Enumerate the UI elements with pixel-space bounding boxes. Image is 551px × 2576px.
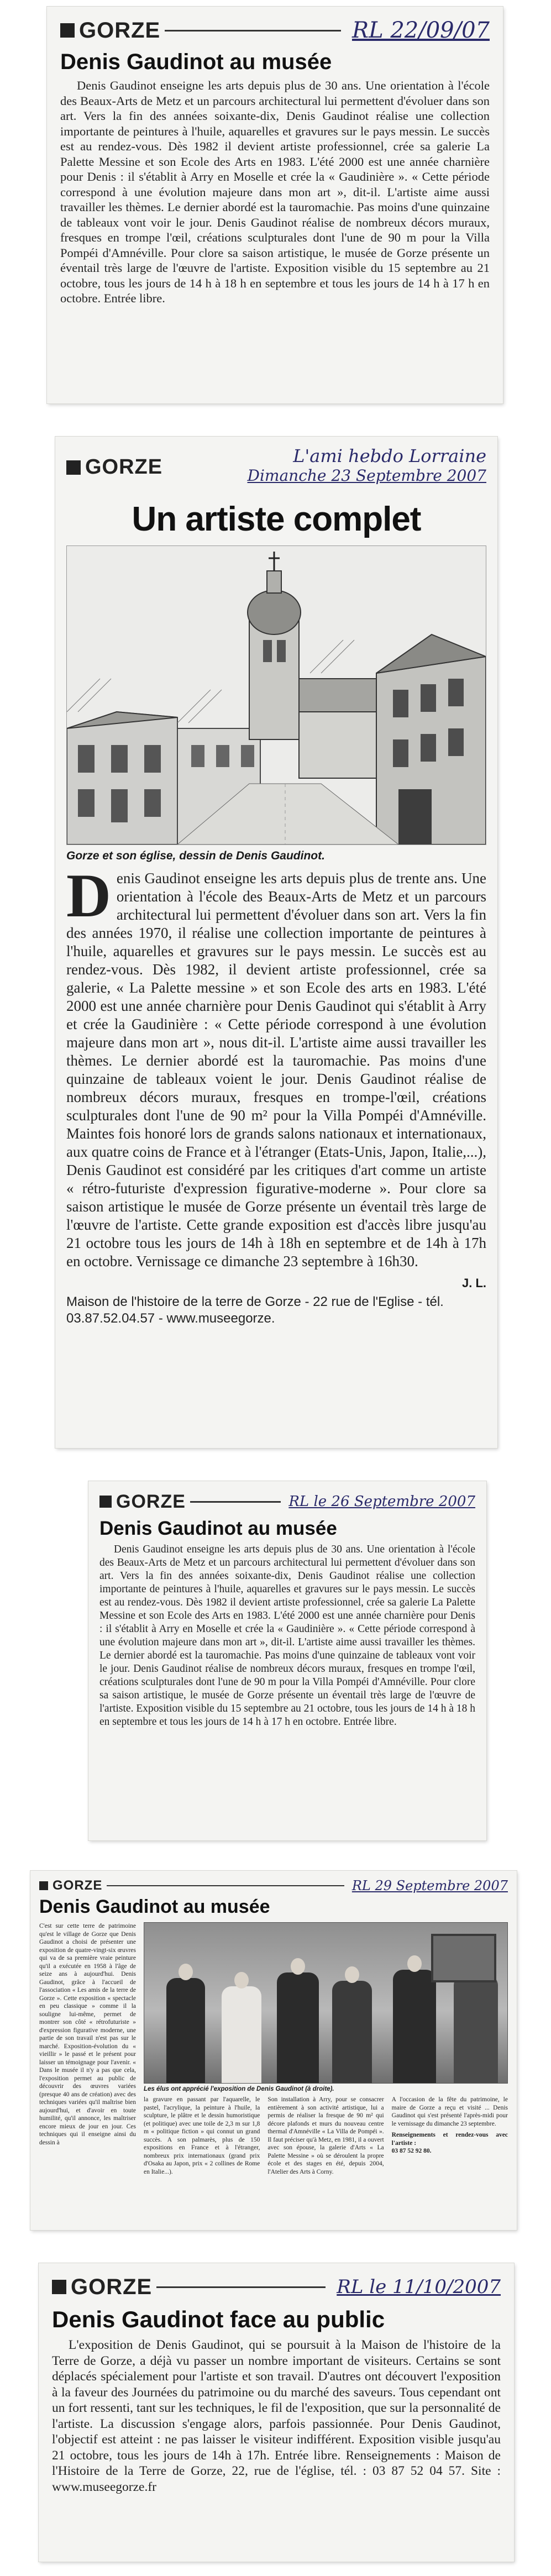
author-signature: J. L.: [461, 1276, 486, 1290]
article-body: [66, 862, 486, 1271]
section-rubric: [39, 1878, 344, 1893]
handwritten-reference: RL le 11/10/2007: [337, 2276, 501, 2298]
article-column-3: Son installation à Arry, pour se consacrer entièrement à son activité artistique, lui a permis de réaliser la fresque de 90 m² qui décore plafonds et murs du nouveau centre thermal d'Amnéville « La Villa de Pompéi ». Il faut préciser qu'à Metz, en 1981, il a ouvert avec son épouse, la galerie d'Arts « La Palette Messine » où se déroulent la propre école et des stages en été, depuis 2004, l'Atelier des Arts à Corny.: [267, 2096, 384, 2175]
church-drawing: [66, 545, 486, 845]
church-drawing-sketch: [67, 546, 486, 844]
clipping-1: [47, 7, 503, 403]
rubric-rule: [165, 30, 341, 32]
person-figure: [332, 1981, 372, 2083]
framed-painting: [431, 1934, 496, 1982]
article-body-text: enis Gaudinot enseigne les arts depuis plus de trente ans. Une orientation à l'école des Beaux-Arts de Metz et un parcours architectural lui permettent d'évoluer dans son art. Vers la fin des années 1970, il réalise une collection importante de peintures à l'huile, aquarelles et gravures sur le pays messin. Le succès est au rendez-vous. Dès 1982, il devient artiste professionnel, crée sa galerie, « La Palette messine » et son Ecole des arts en 1983. L'été 2000 est une année charnière pour Denis Gaudinot qui s'établit à Arry et crée la Gaudinière : « Cette période correspond à une évolution majeure dans mon art », nous dit-il. L'artiste aime aussi travailler les thèmes. Le dernier abordé est la tauromachie. Pas moins d'une quinzaine de tableaux voient le jour. Denis Gaudinot réalise de nombreux décors muraux, fresques en trompe-l'œil, créations sculpturales dont l'une de 90 m² pour la Villa Pompéi d'Amnéville. Maintes fois honoré lors de grands salons nationaux et internationaux, aux quatre coins de France et à l'étranger (Etats-Unis, Japon, Italie,...), Denis Gaudinot est considéré par les critiques d'art comme un artiste « rétro-futuriste d'expression figurative-moderne ». Pour clore sa saison artistique le musée de Gorze présente un éventail très large de l'œuvre de l'artiste. Cette grande exposition est d'accès libre jusqu'au 21 octobre tous les jours de 14h à 18h en septembre et de 14h à 17h en octobre. Vernissage ce dimanche 23 septembre à 16h30.: [66, 870, 486, 1269]
rubric-square-icon: [60, 23, 75, 38]
rubric-square-icon: [39, 1881, 48, 1890]
rubric-label: GORZE: [71, 2274, 153, 2299]
clipping-4: [30, 1871, 517, 2230]
article-column-4: [392, 2096, 508, 2176]
handwritten-reference: RL 29 Septembre 2007: [351, 1878, 508, 1893]
handwritten-date: Dimanche 23 Septembre 2007: [247, 466, 486, 485]
article-title: Denis Gaudinot face au public: [52, 2306, 385, 2332]
article-title: Denis Gaudinot au musée: [99, 1518, 337, 1539]
person-figure: [454, 1975, 498, 2083]
article-title: Denis Gaudinot au musée: [60, 50, 332, 74]
rubric-rule: [190, 1501, 281, 1503]
rubric-square-icon: [52, 2280, 66, 2294]
section-rubric: [66, 455, 162, 479]
section-rubric: [99, 1491, 281, 1513]
info-telephone: 03 87 52 92 80.: [391, 2148, 432, 2154]
drop-cap: D: [66, 862, 111, 930]
person-figure: [277, 1972, 319, 2083]
section-rubric: [60, 18, 341, 43]
rubric-square-icon: [99, 1496, 112, 1508]
clipping-5: [39, 2263, 514, 2562]
drawing-caption: Gorze et son église, dessin de Denis Gaudinot.: [66, 849, 325, 862]
section-rubric: [52, 2275, 326, 2300]
clipping-2: [55, 437, 497, 1448]
person-figure: [222, 1986, 261, 2083]
photo-caption: Les élus ont apprécié l'exposition de Denis Gaudinot (à droite).: [144, 2086, 334, 2092]
article-column-2: la gravure en passant par l'aquarelle, le pastel, l'acrylique, la peinture à l'huile, la sculpture, le plâtre et le dessin humoristique (et politique) avec une toile de 2,3 m sur 1,8 m « politique fiction » qui connut un grand succès. A son palmarès, plus de 150 expositions en France et à l'étranger, nombreux prix internationaux (grand prix d'Osaka au Japon, prix « 2 collines de Rome en Italie...).: [144, 2096, 260, 2175]
article-body: Denis Gaudinot enseigne les arts depuis plus de 30 ans. Une orientation à l'école des Beaux-Arts de Metz et un parcours architectural lui permettent d'évoluer dans son art. Vers la fin des années soixante-dix, Denis Gaudinot réalise une collection importante de peintures à l'huile, aquarelles et gravures sur le pays messin. Le succès est au rendez-vous. Dès 1982 il devient artiste professionnel, crée sa galerie La Palette Messine et son Ecole des Arts en 1983. L'été 2000 est une année charnière pour Denis : il s'établit à Arry en Moselle et crée la « Gaudinière ». « Cette période correspond à une évolution majeure dans mon art », dit-il. L'artiste aime aussi travailler les thèmes. Le dernier abordé est la tauromachie. Pas moins d'une quinzaine de tableaux vont voir le jour. Denis Gaudinot réalise de nombreux décors muraux, fresques en trompe l'œil, créations sculpturales dont l'une de 90 m pour la Villa Pompéi d'Amnéville. Pour clore sa saison artistique, le musée de Gorze présente un éventail très large de l'œuvre de l'artiste. Exposition visible du 15 septembre au 21 octobre, tous les jours de 14 h à 18 h en septembre et tous les jours de 14 h à 17 h en octobre. Entrée libre.: [60, 78, 490, 305]
officials-photo: [144, 1922, 508, 2084]
clipping-5-header: [52, 2271, 501, 2303]
clipping-1-header: [60, 14, 490, 46]
article-body: L'exposition de Denis Gaudinot, qui se poursuit à la Maison de l'histoire de la Terre de Gorze, a déjà vu passer un nombre important de visiteurs. Certains se sont déplacés spécialement pour l'artiste et son travail. D'autres ont découvert l'exposition à la faveur des Journées du patrimoine ou du marché des saveurs. Tous cependant ont un fort ressenti, tant sur les techniques, le fil de l'exposition, que sur la personnalité de l'artiste. La discussion s'engage alors, parfois passionnée. Pour Denis Gaudinot, l'objectif est atteint : ne pas laisser le visiteur indifférent. Exposition visible jusqu'au 21 octobre, tous les jours de 14h à 17h. Entrée libre. Renseignements : Maison de l'Histoire de la Terre de Gorze, 22, rue de l'église, tél. : 03 87 52 04 57. Site : www.museegorze.fr: [52, 2338, 501, 2494]
article-column-1: C'est sur cette terre de patrimoine qu'est le village de Gorze que Denis Gaudinot a choisi de présenter une exposition de quatre-vingt-six œuvres qui va de sa première vraie peinture qu'il a exécutée en 1958 à l'âge de seize ans à aujourd'hui. Denis Gaudinot, grâce à l'accueil de l'association « Les amis de la terre de Gorze ». Cette exposition « spectacle en peu classique » comme il la souligne lui-même, permet de montrer son côté « rétrofuturiste » d'expression figurative moderne, une partie de son travail n'est pas sur le marché. Exposition-évolution du « vieillir » le passé et le présent pour laisser un témoignage pour l'avenir. « Dans le musée il n'y a pas que cela, l'exposition permet au public de découvrir des œuvres variées (presque 40 ans de création) avec des techniques variées qu'il maîtrise bien aujourd'hui, et d'avoir en toute humilité, qu'il annonce, les maîtriser encore mieux de jour en jour. Ces techniques qui il enseigne ainsi du dessin à: [39, 1923, 136, 2146]
rubric-rule: [156, 2286, 326, 2288]
article-right: [144, 1922, 508, 2176]
handwritten-reference: RL 22/09/07: [351, 18, 490, 43]
person-figure: [393, 1970, 436, 2083]
rubric-label: GORZE: [116, 1491, 186, 1512]
info-heading: Renseignements et rendez-vous avec l'artiste :: [391, 2132, 508, 2147]
rubric-label: GORZE: [53, 1878, 103, 1893]
rubric-label: GORZE: [85, 455, 163, 479]
article-column-4-text: A l'occasion de la fête du patrimoine, le maire de Gorze a reçu et visité ... Denis Gaudinot qui s'est présenté l'après-midi pour le vernissage du dimanche 23 septembre.: [391, 2096, 508, 2127]
rubric-rule: [107, 1885, 344, 1886]
rubric-square-icon: [66, 460, 81, 475]
handwritten-reference: RL le 26 Septembre 2007: [288, 1493, 475, 1510]
clipping-3: [88, 1481, 486, 1840]
clipping-2-header: [66, 445, 486, 490]
handwritten-publication: L'ami hebdo Lorraine: [293, 445, 486, 466]
rubric-label: GORZE: [79, 18, 161, 43]
handwritten-reference: [248, 445, 486, 485]
article-columns: [144, 2096, 508, 2176]
clipping-4-header: [39, 1876, 508, 1895]
article-body: Denis Gaudinot enseigne les arts depuis plus de 30 ans. Une orientation à l'école des Beaux-Arts de Metz et un parcours architectural lui permettent d'évoluer dans son art. Vers la fin des années soixante-dix, Denis Gaudinot réalise une collection importante de peintures à l'huile, aquarelles et gravures sur le pays messin. Le succès est au rendez-vous. Dès 1982 il devient artiste professionnel, crée sa galerie La Palette Messine et son Ecole des Arts en 1983. L'été 2000 est une année charnière pour Denis : il s'établit à Arry en Moselle et crée la « Gaudinière ». « Cette période correspond à une évolution majeure dans mon art », dit-il. L'artiste aime aussi travailler les thèmes. Le dernier abordé est la tauromachie. Pas moins d'une quinzaine de tableaux vont voir le jour. Denis Gaudinot réalise de nombreux décors muraux, fresques en trompe l'œil, créations sculpturales dont l'une de 90 m pour la Villa Pompéi d'Amnéville. Pour clore sa saison artistique, le musée de Gorze présente un éventail très large de l'œuvre de l'artiste. Exposition visible du 15 septembre au 21 octobre, tous les jours de 14 h à 18 h en septembre et tous les jours de 14 h à 17 h en octobre. Entrée libre.: [99, 1544, 475, 1728]
article-title: Denis Gaudinot au musée: [39, 1896, 270, 1917]
article-title: Un artiste complet: [132, 500, 421, 538]
clipping-3-header: [99, 1488, 475, 1515]
article-layout: [39, 1922, 508, 2176]
museum-contact: Maison de l'histoire de la terre de Gorze - 22 rue de l'Eglise - tél. 03.87.52.04.57 - www.museegorze.: [66, 1294, 444, 1326]
person-figure: [166, 1978, 205, 2083]
